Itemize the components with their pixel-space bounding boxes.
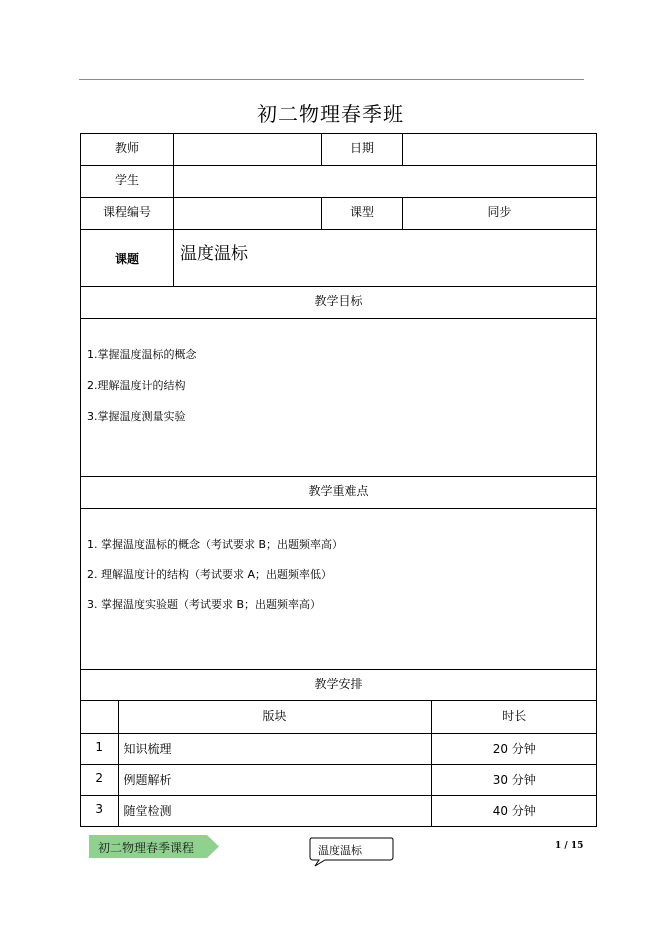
course-tag-label: 初二物理春季课程 [98, 841, 195, 855]
course-type-value: 同步 [403, 198, 597, 230]
duration-value: 20 分钟 [431, 733, 597, 764]
row-number: 3 [81, 795, 118, 826]
module-name: 例题解析 [118, 764, 431, 795]
module-column-header: 版块 [118, 701, 431, 733]
schedule-heading: 教学安排 [81, 670, 597, 701]
key-point-item: 2. 理解温度计的结构（考试要求 A；出题频率低） [87, 568, 333, 581]
course-no-value[interactable] [174, 198, 322, 230]
schedule-table [81, 701, 597, 826]
course-tag [89, 835, 219, 858]
key-points-heading: 教学重难点 [81, 477, 597, 509]
objective-item: 1.掌握温度温标的概念 [87, 348, 197, 361]
row-number: 2 [81, 764, 118, 795]
module-name: 知识梳理 [118, 733, 431, 764]
key-points-list [81, 509, 597, 670]
callout-label: 温度温标 [318, 844, 362, 857]
key-point-item: 1. 掌握温度温标的概念（考试要求 B；出题频率高） [87, 538, 344, 551]
schedule-no-header [81, 701, 118, 733]
schedule-container [81, 701, 597, 827]
key-point-item: 3. 掌握温度实验题（考试要求 B；出题频率高） [87, 598, 322, 611]
duration-column-header: 时长 [431, 701, 597, 733]
table-row [81, 764, 597, 795]
student-value[interactable] [174, 166, 597, 198]
objectives-heading: 教学目标 [81, 287, 597, 319]
duration-value: 40 分钟 [431, 795, 597, 826]
table-row [81, 733, 597, 764]
date-label: 日期 [322, 134, 403, 166]
row-number: 1 [81, 733, 118, 764]
teacher-label: 教师 [81, 134, 174, 166]
page-number: 1 / 15 [555, 841, 584, 851]
course-type-label: 课型 [322, 198, 403, 230]
document-title: 初二物理春季班 [257, 102, 404, 126]
duration-value: 30 分钟 [431, 764, 597, 795]
student-label: 学生 [81, 166, 174, 198]
subject-label: 课题 [81, 230, 174, 287]
course-no-label: 课程编号 [81, 198, 174, 230]
objective-item: 3.掌握温度测量实验 [87, 410, 186, 423]
table-row [81, 795, 597, 826]
lesson-plan-table [80, 133, 597, 827]
objective-item: 2.理解温度计的结构 [87, 379, 186, 392]
header-rule [79, 79, 584, 80]
date-value[interactable] [403, 134, 597, 166]
objectives-list [81, 319, 597, 477]
teacher-value[interactable] [174, 134, 322, 166]
module-name: 随堂检测 [118, 795, 431, 826]
subject-value: 温度温标 [174, 230, 597, 287]
